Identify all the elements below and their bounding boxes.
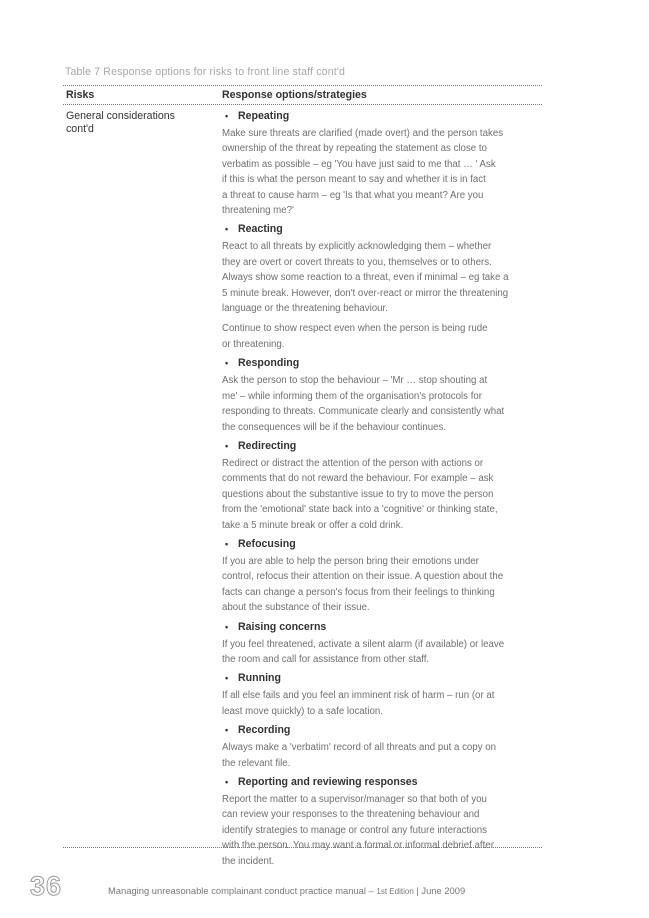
response-heading-text: Refocusing <box>238 537 296 550</box>
bullet-icon: • <box>225 111 229 121</box>
response-heading <box>222 724 540 737</box>
bullet-icon: • <box>225 224 229 235</box>
bullet-icon: • <box>225 538 229 549</box>
bullet-icon: • <box>225 777 229 787</box>
footer-date: | June 2009 <box>413 885 466 896</box>
response-paragraph: React to all threats by explicitly acknowledging them – whether they are overt or covert threats to you, themselves or to others. Always show some reaction to a threat, even if minimal – eg take a 5 minute break. However, don't over-react or mirror the threatening language or the threatening behaviour. <box>222 241 509 315</box>
response-heading <box>222 357 540 370</box>
response-options-column <box>222 110 540 874</box>
response-paragraph: Report the matter to a supervisor/manager so that both of you can review your responses to the threatening behaviour and identify strategies to manage or control any future interactions with the person. You may want a formal or informal debrief after the incident. <box>222 794 494 867</box>
column-header-responses: Response options/strategies <box>222 89 367 101</box>
response-heading-text: Redirecting <box>238 439 297 452</box>
response-item <box>222 621 540 668</box>
response-heading <box>222 538 540 551</box>
footer-title: Managing unreasonable complainant conduct practice manual – <box>108 885 377 896</box>
footer-edition: 1st Edition <box>376 887 414 896</box>
response-paragraph: If you feel threatened, activate a silent alarm (if available) or leave the room and call for assistance from other staff. <box>222 638 505 665</box>
response-item <box>222 776 540 869</box>
response-paragraph: If all else fails and you feel an imminent risk of harm – run (or at least move quickly) to a safe location. <box>222 690 495 717</box>
bullet-icon: • <box>225 440 229 451</box>
response-heading <box>222 621 540 634</box>
column-header-risks: Risks <box>66 89 95 101</box>
response-heading-text: Responding <box>238 357 300 370</box>
risk-category: General considerations cont'd <box>66 110 175 135</box>
response-heading-text: Recording <box>238 724 291 737</box>
response-item <box>222 357 540 435</box>
response-heading <box>222 776 540 789</box>
response-paragraph: If you are able to help the person bring their emotions under control, refocus their attention on their issue. A question about the facts can change a person's focus from their feelings to thinking about the substance of their issue. <box>222 555 504 614</box>
page-number: 36 <box>30 871 63 901</box>
response-heading-text: Running <box>238 672 281 685</box>
response-item <box>222 223 540 352</box>
bullet-icon: • <box>225 725 229 736</box>
response-item <box>222 110 540 218</box>
response-heading <box>222 110 540 123</box>
response-paragraph: Always make a 'verbatim' record of all threats and put a copy on the relevant file. <box>222 742 497 769</box>
table-bottom-rule <box>63 847 542 848</box>
response-heading-text: Reporting and reviewing responses <box>238 776 418 788</box>
bullet-icon: • <box>225 621 229 632</box>
table-top-rule <box>63 85 542 86</box>
response-heading <box>222 440 540 453</box>
response-item <box>222 538 540 616</box>
header-bottom-rule <box>63 104 542 105</box>
bullet-icon: • <box>225 673 229 684</box>
response-heading <box>222 223 540 236</box>
response-paragraph: Redirect or distract the attention of the person with actions or comments that do not reward the behaviour. For example – ask questions about the substantive issue to try to move the person from the 'emotional' state back into a 'cognitive' or thinking state, take a 5 minute break or offer a cold drink. <box>222 457 498 531</box>
response-item <box>222 672 540 719</box>
response-item <box>222 724 540 771</box>
bullet-icon: • <box>225 358 229 369</box>
response-paragraph: Continue to show respect even when the person is being rude or threatening. <box>222 323 488 350</box>
response-heading-text: Reacting <box>238 223 283 236</box>
response-paragraph: Ask the person to stop the behaviour – 'Mr … stop shouting at me' – while informing them of the organisation's protocols for responding to threats. Communicate clearly and consistently what the consequences will be if the behaviour continues. <box>222 375 505 433</box>
response-item <box>222 440 540 533</box>
table-caption: Table 7 Response options for risks to front line staff cont'd <box>65 66 346 78</box>
response-heading-text: Repeating <box>238 110 290 122</box>
footer-text <box>108 885 465 896</box>
response-heading-text: Raising concerns <box>238 620 327 633</box>
response-heading <box>222 672 540 685</box>
response-paragraph: Make sure threats are clarified (made overt) and the person takes ownership of the threat by repeating the statement as close to verbatim as possible – eg 'You have just said to me that … ' Ask if this is what the person meant to say and whether it is in fact a threat to cause harm – eg 'Is that what you meant? Are you threatening me?' <box>222 128 504 217</box>
